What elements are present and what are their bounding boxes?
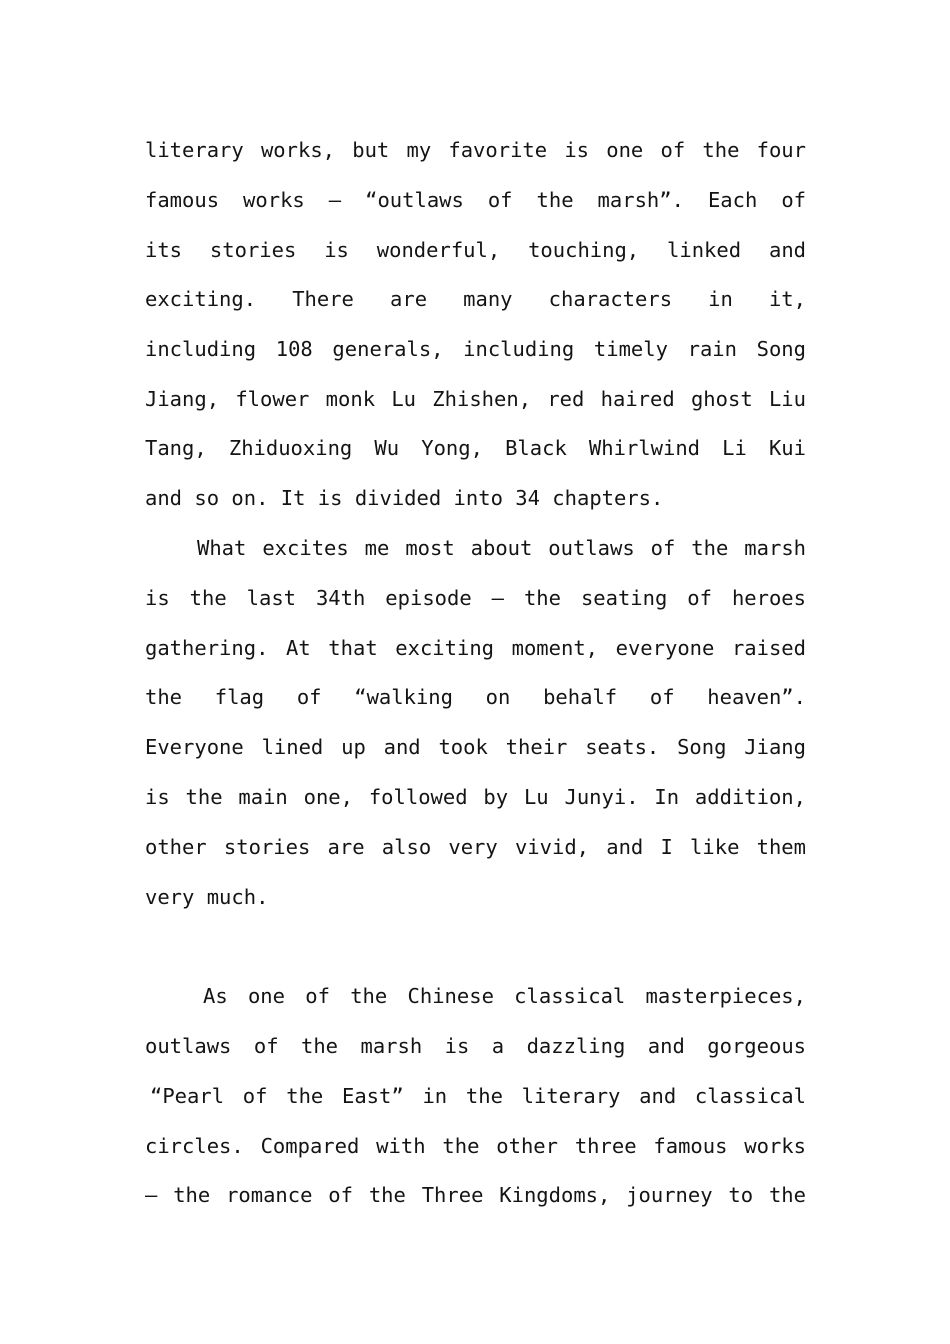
text-line: exciting. There are many characters in it, (145, 287, 806, 311)
text-line: Everyone lined up and took their seats. Song Jiang (145, 735, 806, 759)
text-line: literary works, but my favorite is one of the four (145, 138, 806, 162)
text-line: famous works – “outlaws of the marsh”. Each of (145, 188, 806, 212)
text-line: is the main one, followed by Lu Junyi. In addition, (145, 785, 806, 809)
text-line: and so on. It is divided into 34 chapters. (145, 486, 664, 510)
text-line: Jiang, flower monk Lu Zhishen, red haired ghost Liu (145, 387, 806, 411)
text-line: “Pearl of the East” in the literary and classical (150, 1084, 806, 1108)
text-line: Tang, Zhiduoxing Wu Yong, Black Whirlwind Li Kui (145, 436, 806, 460)
text-line: the flag of “walking on behalf of heaven”. (145, 685, 806, 709)
text-line: circles. Compared with the other three famous works (145, 1134, 806, 1158)
text-line: gathering. At that exciting moment, everyone raised (145, 636, 806, 660)
text-line: outlaws of the marsh is a dazzling and gorgeous (145, 1034, 806, 1058)
text-line: is the last 34th episode – the seating of heroes (145, 586, 806, 610)
text-line: including 108 generals, including timely rain Song (145, 337, 806, 361)
text-line-indented: What excites me most about outlaws of the marsh (197, 536, 806, 560)
text-line: other stories are also very vivid, and I like them (145, 835, 806, 859)
text-line: very much. (145, 885, 269, 909)
text-line-indented: As one of the Chinese classical masterpieces, (203, 984, 806, 1008)
text-line: its stories is wonderful, touching, linked and (145, 238, 806, 262)
text-line: – the romance of the Three Kingdoms, journey to the (145, 1183, 806, 1207)
